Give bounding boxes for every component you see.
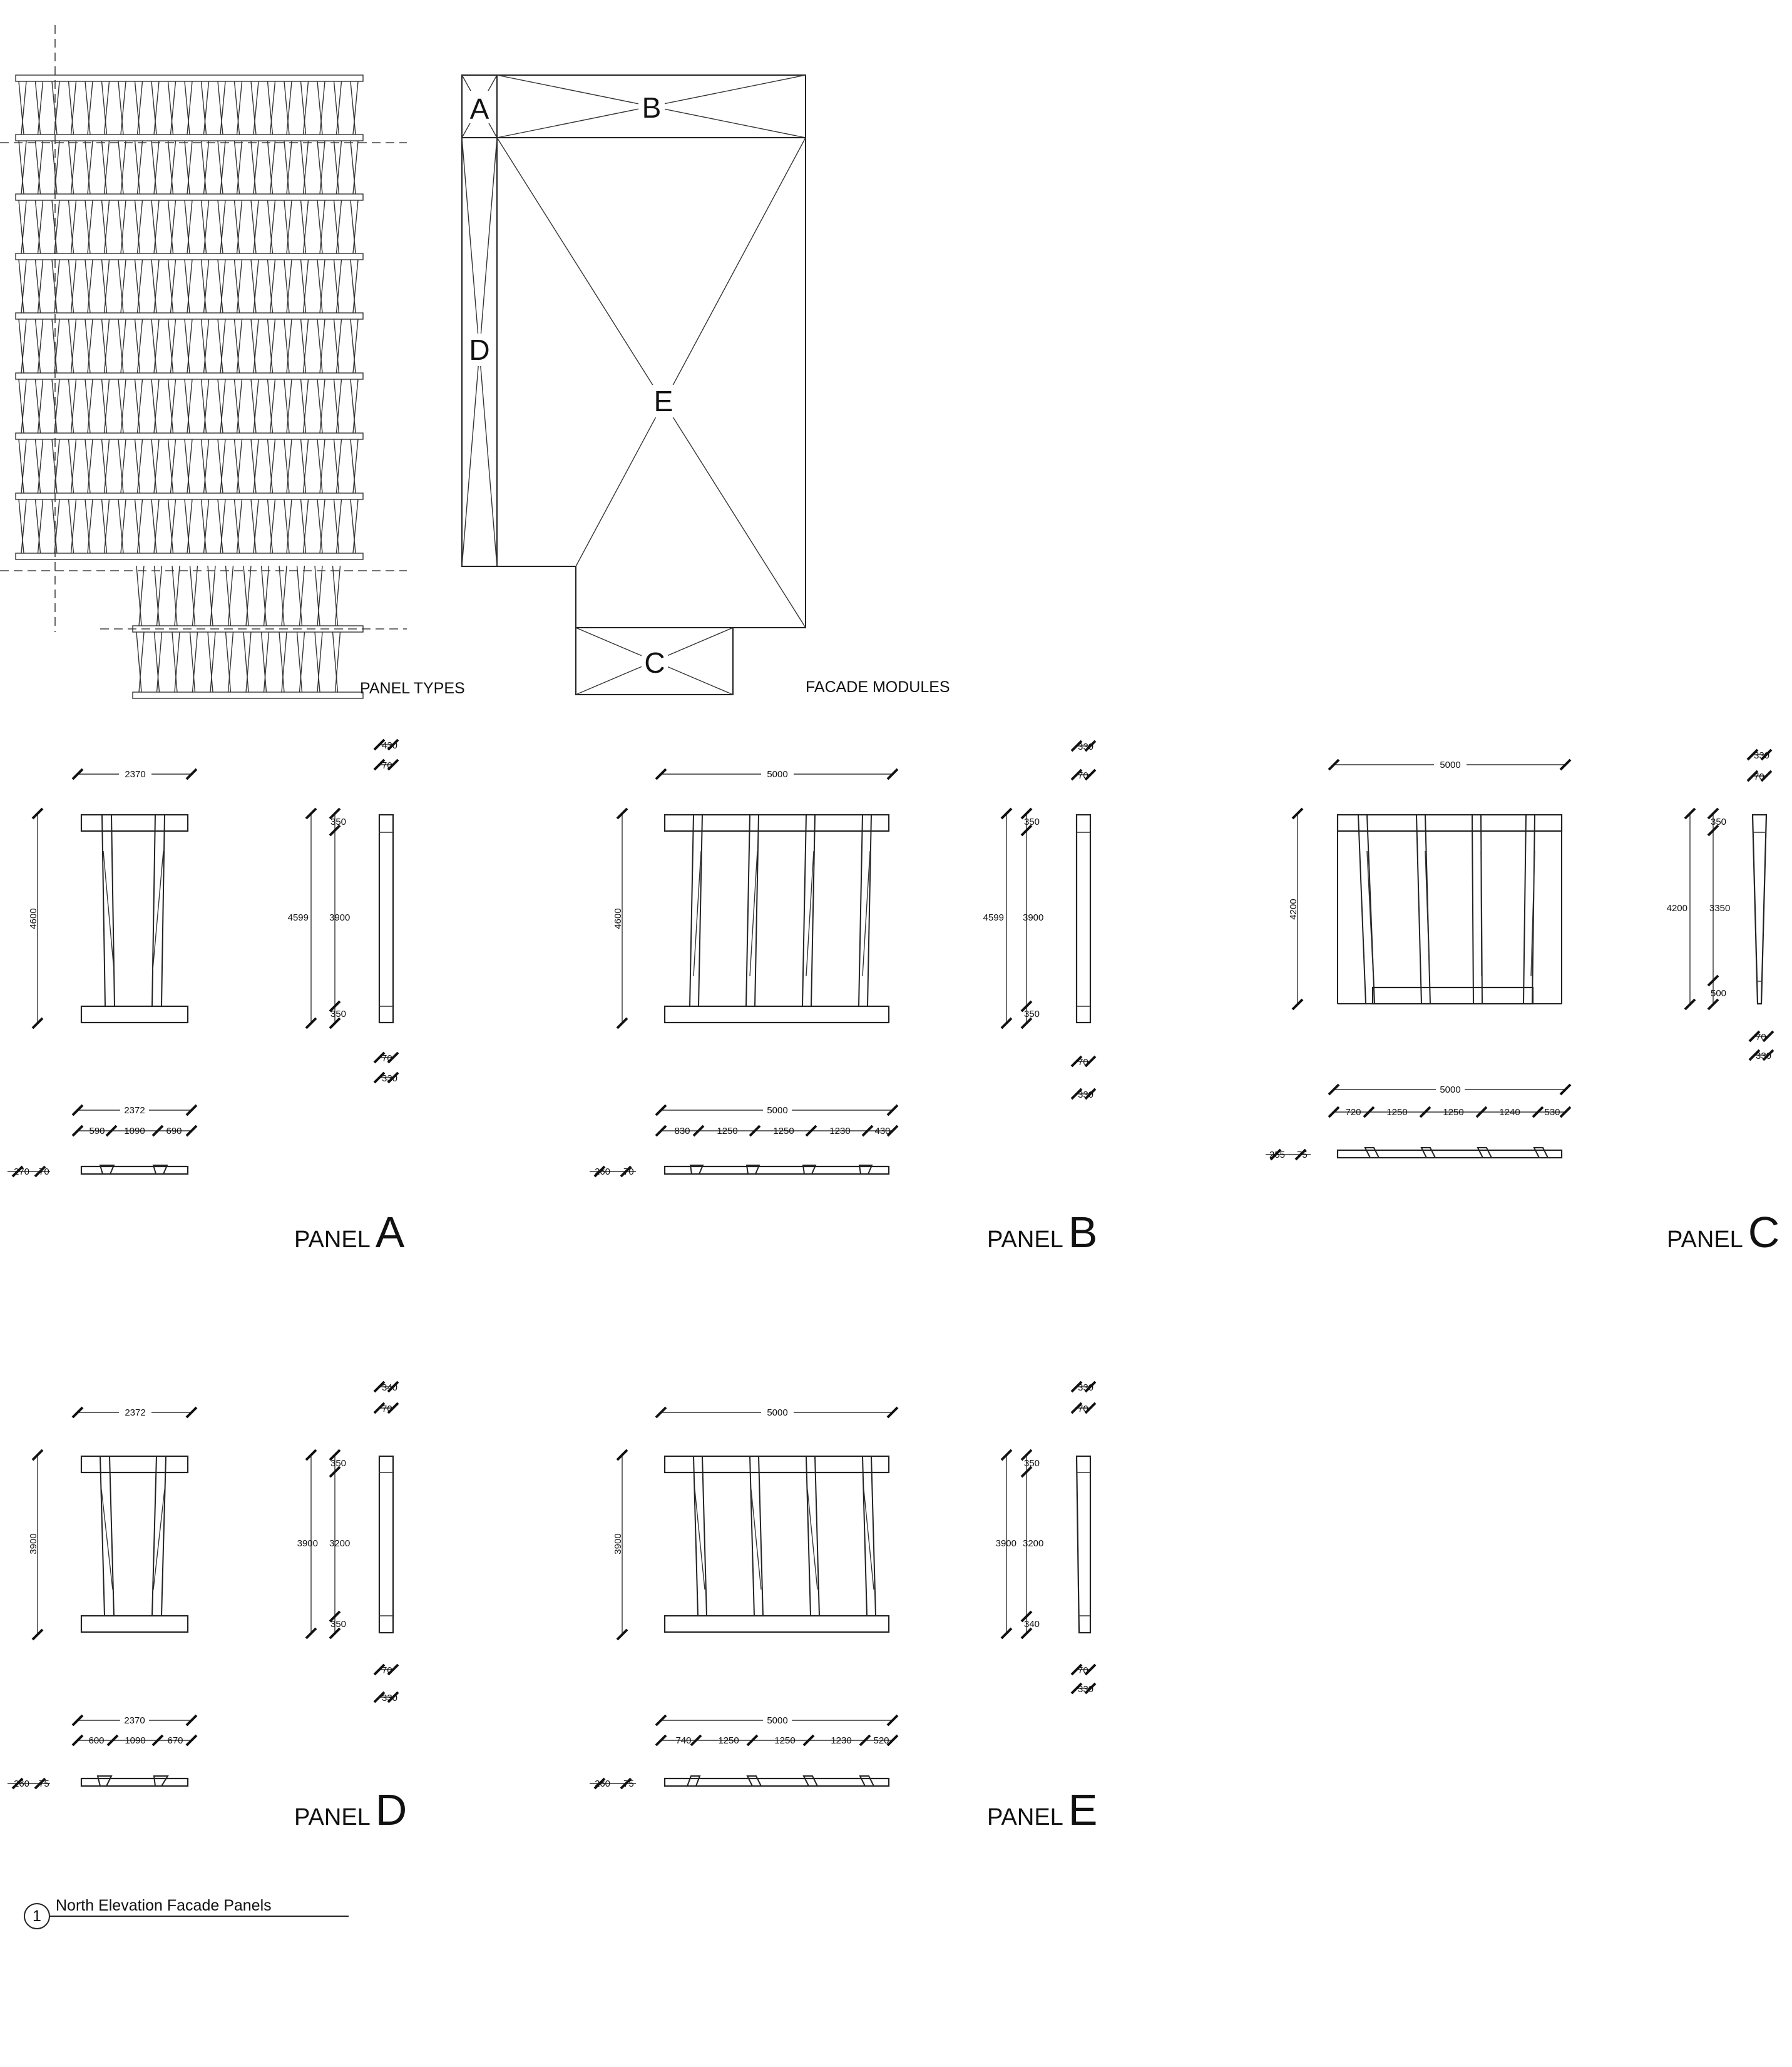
panel-e-depth-top-1: 330: [1078, 1382, 1094, 1393]
panel-c-section-2: 75: [1297, 1150, 1308, 1160]
panel-e-plan-seg-5: 520: [873, 1735, 889, 1746]
panel-d-title: PANEL D: [294, 1785, 407, 1834]
panel-b-detail: [590, 741, 1095, 1177]
panel-e-side-total-dim: 3900: [995, 1538, 1016, 1549]
panel-c-plan-total: 5000: [1440, 1085, 1461, 1095]
module-label-a: A: [469, 93, 489, 125]
panel-d-section-2: 75: [39, 1779, 49, 1789]
panel-c-plan-seg-4: 1240: [1499, 1107, 1520, 1118]
panel-d-section-1: 260: [14, 1779, 30, 1789]
module-label-c: C: [644, 646, 665, 679]
panel-d-side-top-dim: 350: [330, 1458, 347, 1469]
panel-a-height-dim: 4600: [28, 908, 39, 929]
panel-e-section-1: 260: [595, 1779, 611, 1789]
panel-d-front-elevation: [33, 1407, 197, 1640]
panel-d-side-mid-dim: 3200: [329, 1538, 351, 1549]
panel-a-side-mid-dim: 3900: [329, 912, 351, 923]
panel-a-plan-seg-3: 690: [166, 1126, 182, 1136]
module-label-d: D: [469, 334, 490, 366]
panel-d-plan-seg-1: 600: [88, 1735, 105, 1746]
panel-c-side-mid-dim: 3350: [1709, 903, 1731, 914]
panel-types-label: PANEL TYPES: [360, 680, 465, 697]
panel-c-front-elevation: [1293, 759, 1570, 1009]
panel-c-detail: [1266, 750, 1773, 1160]
panel-b-depth-bot-2: 330: [1078, 1090, 1094, 1100]
panel-e-plan-total: 5000: [767, 1715, 788, 1726]
panel-b-plan-seg-2: 1250: [717, 1126, 738, 1136]
caption-number: 1: [33, 1907, 41, 1925]
panel-e-side-mid-dim: 3200: [1023, 1538, 1044, 1549]
panel-c-depth-top-2: 70: [1754, 772, 1764, 782]
panel-c-height-dim: 4200: [1288, 899, 1299, 920]
panel-d-plan-seg-2: 1090: [125, 1735, 146, 1746]
panel-b-side-elevation: [1001, 741, 1095, 1099]
panel-a-plan-seg-2: 1090: [124, 1126, 145, 1136]
panel-a-side-total-dim: 4599: [287, 912, 309, 923]
panel-d-width-dim: 2372: [125, 1407, 146, 1418]
panel-d-plan: [8, 1715, 197, 1789]
panel-c-plan: [1266, 1085, 1570, 1160]
panel-e-plan-seg-3: 1250: [774, 1735, 796, 1746]
panel-e-depth-bot-1: 70: [1078, 1665, 1088, 1676]
panel-b-plan-seg-1: 830: [674, 1126, 690, 1136]
panel-types-grid: [0, 25, 407, 698]
panel-e-title: PANEL E: [987, 1785, 1098, 1834]
panel-c-plan-seg-3: 1250: [1443, 1107, 1464, 1118]
panel-d-plan-total: 2370: [124, 1715, 145, 1726]
facade-modules-diagram: [462, 75, 806, 695]
panel-b-side-mid-dim: 3900: [1023, 912, 1044, 923]
panel-d-plan-seg-3: 670: [167, 1735, 183, 1746]
panel-a-section-2: 70: [39, 1166, 49, 1177]
panel-a-side-top-dim: 350: [330, 817, 347, 827]
panel-c-side-bot-dim: 500: [1711, 988, 1727, 999]
panel-a-side-bot-dim: 350: [330, 1009, 347, 1019]
panel-e-side-bot-dim: 340: [1024, 1619, 1040, 1630]
panel-c-title: PANEL C: [1667, 1208, 1780, 1257]
module-label-e: E: [653, 385, 673, 417]
panel-d-side-elevation: [306, 1382, 398, 1702]
panel-e-detail: [590, 1382, 1095, 1789]
panel-d-side-total-dim: 3900: [297, 1538, 318, 1549]
panel-e-section-2: 75: [623, 1779, 634, 1789]
panel-b-section-1: 260: [595, 1166, 611, 1177]
panel-c-plan-seg-2: 1250: [1386, 1107, 1408, 1118]
panel-d-detail: [8, 1382, 398, 1789]
panel-a-front-elevation: [33, 768, 197, 1028]
caption-title: North Elevation Facade Panels: [56, 1897, 272, 1914]
panel-c-depth-top-1: 330: [1754, 750, 1770, 761]
panel-a-title: PANEL A: [294, 1208, 405, 1257]
panel-a-depth-top-1: 430: [382, 740, 398, 751]
panel-d-depth-bot-2: 330: [382, 1693, 398, 1703]
panel-b-depth-top-1: 330: [1078, 742, 1094, 752]
panel-e-width-dim: 5000: [767, 1407, 788, 1418]
panel-a-depth-top-2: 70: [382, 760, 392, 771]
panel-a-detail: [8, 740, 398, 1177]
module-label-b: B: [642, 91, 662, 124]
panel-b-plan-seg-4: 1230: [829, 1126, 851, 1136]
panel-b-section-2: 70: [623, 1166, 634, 1177]
panel-b-side-top-dim: 350: [1024, 817, 1040, 827]
panel-c-side-top-dim: 350: [1711, 817, 1727, 827]
panel-d-depth-bot-1: 70: [382, 1665, 392, 1676]
panel-a-side-elevation: [306, 740, 398, 1083]
panel-c-plan-seg-5: 530: [1544, 1107, 1560, 1118]
panel-c-width-dim: 5000: [1440, 760, 1461, 770]
panel-e-depth-bot-2: 330: [1078, 1684, 1094, 1695]
panel-b-plan-seg-5: 430: [874, 1126, 891, 1136]
panel-e-depth-top-2: 70: [1078, 1404, 1088, 1414]
panel-d-depth-top-1: 340: [382, 1382, 398, 1393]
panel-b-depth-bot-1: 70: [1078, 1057, 1088, 1068]
panel-a-plan: [8, 1105, 197, 1176]
panel-a-section-1: 270: [14, 1166, 30, 1177]
panel-e-plan-seg-1: 740: [675, 1735, 692, 1746]
panel-d-height-dim: 3900: [28, 1533, 39, 1554]
panel-c-depth-bot-1: 70: [1756, 1032, 1766, 1043]
panel-e-side-top-dim: 350: [1024, 1458, 1040, 1469]
panel-c-side-total-dim: 4200: [1666, 903, 1687, 914]
panel-d-depth-top-2: 70: [382, 1404, 392, 1414]
panel-d-side-bot-dim: 350: [330, 1619, 347, 1630]
panel-e-front-elevation: [617, 1407, 898, 1640]
panel-a-width-dim: 2370: [125, 769, 146, 780]
panel-e-plan-seg-4: 1230: [831, 1735, 852, 1746]
panel-b-plan: [590, 1105, 898, 1176]
panel-a-depth-bot-2: 330: [382, 1073, 398, 1084]
panel-b-side-total-dim: 4599: [983, 912, 1004, 923]
panel-c-plan-seg-1: 720: [1345, 1107, 1361, 1118]
panel-a-plan-seg-1: 590: [89, 1126, 105, 1136]
panel-c-section-1: 255: [1269, 1150, 1286, 1160]
panel-a-plan-total: 2372: [124, 1105, 145, 1116]
panel-b-depth-top-2: 70: [1078, 770, 1088, 781]
panel-e-height-dim: 3900: [613, 1533, 623, 1554]
panel-a-depth-bot-1: 70: [382, 1053, 392, 1064]
panel-b-height-dim: 4600: [613, 908, 623, 929]
panel-b-plan-total: 5000: [767, 1105, 788, 1116]
panel-e-side-elevation: [1001, 1382, 1095, 1693]
facade-modules-label: FACADE MODULES: [806, 678, 950, 696]
panel-b-plan-seg-3: 1250: [773, 1126, 794, 1136]
panel-e-plan-seg-2: 1250: [718, 1735, 739, 1746]
panel-b-front-elevation: [617, 768, 898, 1028]
panel-e-plan: [590, 1715, 898, 1789]
panel-c-depth-bot-2: 330: [1756, 1051, 1772, 1061]
panel-b-title: PANEL B: [987, 1208, 1098, 1257]
panel-b-side-bot-dim: 350: [1024, 1009, 1040, 1019]
panel-b-width-dim: 5000: [767, 769, 788, 780]
